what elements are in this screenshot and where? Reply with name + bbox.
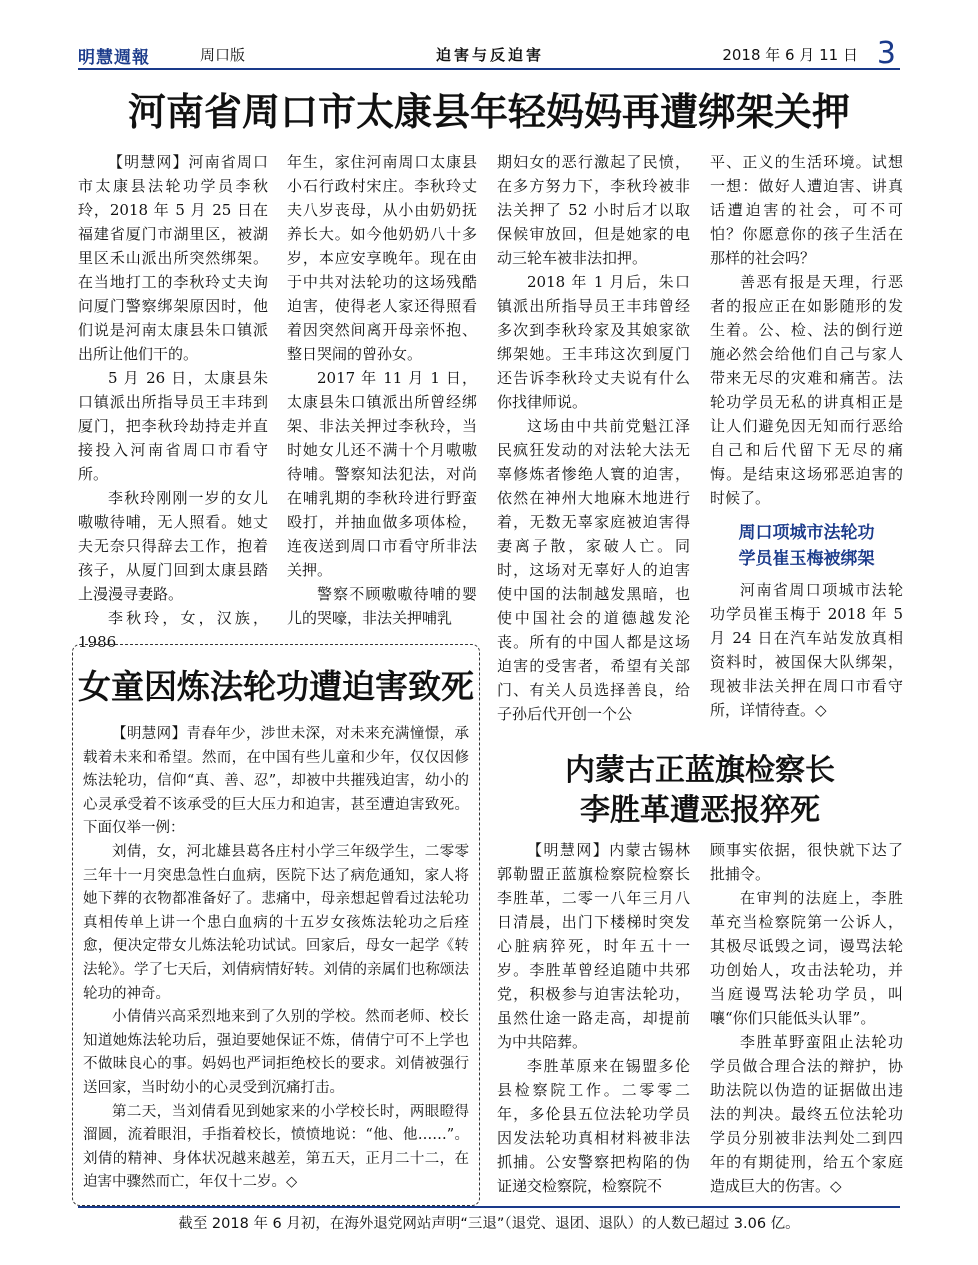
- footer-notice: 截至 2018 年 6 月初，在海外退党网站声明“三退”（退党、退团、退队）的人数已超过 3.06 亿。: [178, 1216, 800, 1232]
- main-headline: 河南省周口市太康县年轻妈妈再遭绑架关押: [127, 90, 850, 134]
- issue-date: 2018 年 6 月 11 日: [722, 46, 858, 64]
- paragraph: 李秋玲，女，汉族，1986: [78, 609, 268, 651]
- lead-article-col1: [78, 150, 268, 654]
- im-article-col2: [710, 838, 903, 1198]
- sidebar-title-line2: 学员崔玉梅被绑架: [738, 549, 875, 569]
- paragraph: 这场由中共前党魁江泽民疯狂发动的对法轮大法无辜修炼者惨绝人寰的迫害，依然在神州大地麻木地进行着，无数无辜家庭被迫害得妻离子散，家破人亡。同时，这场对无辜好人的迫害使中国的法制越发黑暗，也使中国社会的道德越发沦丧。所有的中国人都是这场迫害的受害者，希望有关部门、有关人员选择善良，给子孙后代开创一个公: [497, 417, 690, 723]
- footer-rule: [78, 1206, 900, 1208]
- lead-article-col3: [497, 150, 690, 726]
- paragraph: 5 月 26 日，太康县朱口镇派出所指导员王丰玮到厦门，把李秋玲劫持走并直接投入河南省周口市看守所。: [78, 369, 268, 483]
- im-article-col1: [497, 838, 690, 1198]
- masthead: 明慧週報: [78, 48, 150, 68]
- paragraph: 刘倩，女，河北雄县葛各庄村小学三年级学生，二零零三年十一月突患急性白血病，医院下达了病危通知，家人将她下葬的衣物都准备好了。悲痛中，母亲想起曾看过法轮功真相传单上讲一个患白血病的十五岁女孩炼法轮功之后痊愈，便决定带女儿炼法轮功试试。回家后，母女一起学《转法轮》。学了七天后，刘倩病情好转。刘倩的亲属们也称颂法轮功的神奇。: [83, 843, 469, 1002]
- lead-article-col2: [287, 150, 477, 630]
- lead-article-col4: [710, 150, 903, 510]
- paragraph: 【明慧网】内蒙古锡林郭勒盟正蓝旗检察院检察长李胜革，二零一八年三月八日清晨，出门下楼梯时突发心脏病猝死，时年五十一岁。李胜革曾经追随中共邪党，积极参与迫害法轮功，虽然仕途一路走高，却提前为中共陪葬。: [497, 841, 690, 1051]
- paragraph: 李胜革原来在锡盟多伦县检察院工作。二零零二年，多伦县五位法轮功学员因发法轮功真相材料被非法抓捕。公安警察把构陷的伪证递交检察院，检察院不: [497, 1057, 690, 1195]
- paragraph: 顾事实依据，很快就下达了批捕令。: [710, 841, 903, 883]
- paragraph: 【明慧网】河南省周口市太康县法轮功学员李秋玲，2018 年 5 月 25 日在福建省厦门市湖里区，被湖里区禾山派出所突然绑架。在当地打工的李秋玲丈夫询问厦门警察绑架原因时，他们说是河南太康县朱口镇派出所让他们干的。: [78, 153, 268, 363]
- paragraph: 期妇女的恶行激起了民愤，在多方努力下，李秋玲被非法关押了 52 小时后才以取保候审放回，但是她家的电动三轮车被非法扣押。: [497, 153, 690, 267]
- paragraph: 第二天，当刘倩看见到她家来的小学校长时，两眼瞪得溜圆，流着眼泪，手指着校长，愤愤地说：“他、他……”。刘倩的精神、身体状况越来越差，第五天，正月二十二，在迫害中骤然而亡，年仅十二岁。◇: [83, 1103, 469, 1191]
- boxed-article: [72, 644, 480, 1206]
- paragraph: 警察不顾嗷嗷待哺的婴儿的哭嚎，非法关押哺乳: [287, 585, 477, 627]
- boxed-headline: 女童因炼法轮功遭迫害致死: [78, 667, 474, 706]
- im-headline-line2: 李胜革遭恶报猝死: [580, 793, 820, 828]
- paragraph: 李胜革野蛮阻止法轮功学员做合理合法的辩护，协助法院以伪造的证据做出违法的判决。最终五位法轮功学员分别被非法判处二到四年的有期徒刑，给五个家庭造成巨大的伤害。◇: [710, 1033, 903, 1195]
- page-number: 3: [876, 36, 896, 71]
- paragraph: 在审判的法庭上，李胜革充当检察院第一公诉人，其极尽诋毁之词，谩骂法轮功创始人，攻击法轮功，并当庭谩骂法轮功学员，叫嚷“你们只能低头认罪”。: [710, 889, 903, 1027]
- edition-label: 周口版: [200, 46, 246, 64]
- paragraph: 平、正义的生活环境。试想一想：做好人遭迫害、讲真话遭迫害的社会，可不可怕？你愿意你的孩子生活在那样的社会吗？: [710, 153, 903, 267]
- sidebar-title-line1: 周口项城市法轮功: [738, 523, 875, 543]
- im-headline-line1: 内蒙古正蓝旗检察长: [565, 753, 835, 788]
- paragraph: 河南省周口项城市法轮功学员崔玉梅于 2018 年 5 月 24 日在汽车站发放真相资料时，被国保大队绑架，现被非法关押在周口市看守所，详情待查。◇: [710, 581, 903, 719]
- sidebar-article: [710, 520, 903, 722]
- header-rule: [78, 68, 900, 70]
- paragraph: 2018 年 1 月后，朱口镇派出所指导员王丰玮曾经多次到李秋玲家及其娘家欲绑架她。王丰玮这次到厦门还告诉李秋玲丈夫说有什么你找律师说。: [497, 273, 690, 411]
- paragraph: 年生，家住河南周口太康县小石行政村宋庄。李秋玲丈夫八岁丧母，从小由奶奶抚养长大。如今他奶奶八十多岁，本应安享晚年。现在由于中共对法轮功的这场残酷迫害，使得老人家还得照看着因突然间离开母亲怀抱、整日哭闹的曾孙女。: [287, 153, 477, 363]
- section-title: 迫害与反迫害: [436, 46, 545, 64]
- paragraph: 小倩倩兴高采烈地来到了久别的学校。然而老师、校长知道她炼法轮功后，强迫要她保证不炼，倩倩宁可不上学也不做昧良心的事。妈妈也严词拒绝校长的要求。刘倩被强行送回家，当时幼小的心灵受到沉痛打击。: [83, 1009, 469, 1096]
- paragraph: 善恶有报是天理，行恶者的报应正在如影随形的发生着。公、检、法的倒行逆施必然会给他们自己与家人带来无尽的灾难和痛苦。法轮功学员无私的讲真相正是让人们避免因无知而行恶给自己和后代留下无尽的痛悔。是结束这场邪恶迫害的时候了。: [710, 273, 903, 507]
- paragraph: 2017 年 11 月 1 日，太康县朱口镇派出所曾经绑架、非法关押过李秋玲，当时她女儿还不满十个月嗷嗷待哺。警察知法犯法，对尚在哺乳期的李秋玲进行野蛮殴打，并抽血做多项体检，连夜送到周口市看守所非法关押。: [287, 369, 477, 579]
- paragraph: 李秋玲刚刚一岁的女儿嗷嗷待哺，无人照看。她丈夫无奈只得辞去工作，抱着孩子，从厦门回到太康县踏上漫漫寻妻路。: [78, 489, 268, 603]
- paragraph: 【明慧网】青春年少，涉世未深，对未来充满憧憬，承载着未来和希望。然而，在中国有些儿童和少年，仅仅因修炼法轮功，信仰“真、善、忍”，却被中共摧残迫害，幼小的心灵承受着不该承受的巨大压力和迫害，甚至遭迫害致死。下面仅举一例：: [83, 726, 469, 837]
